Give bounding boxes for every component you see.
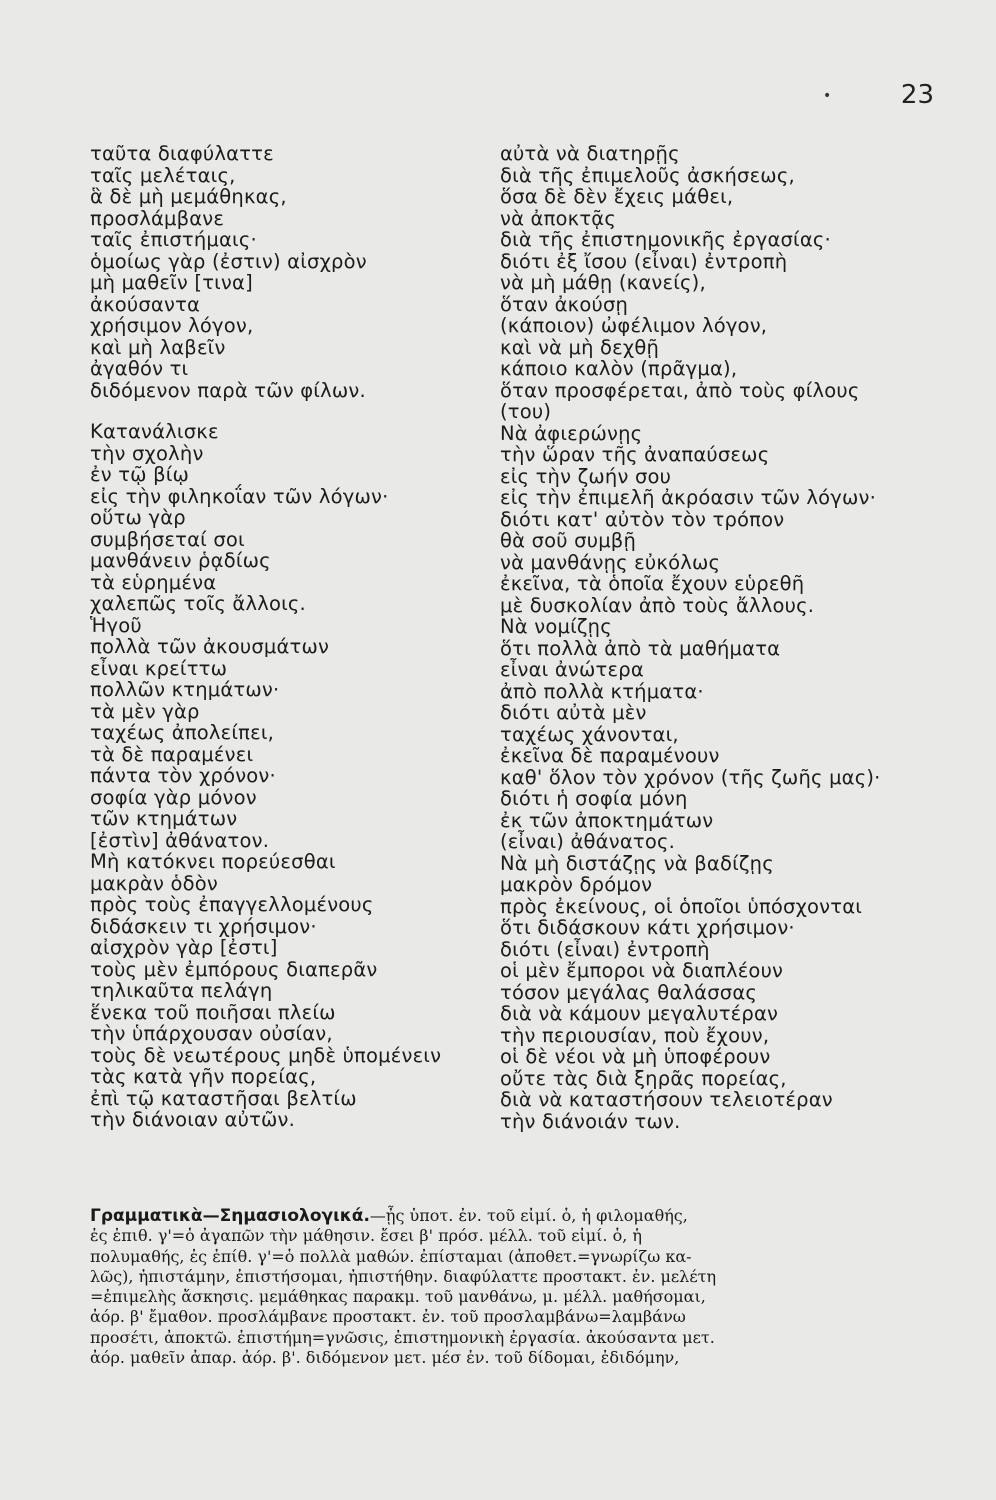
translation-line: ἐκεῖνα δὲ παραμένουν (500, 744, 720, 767)
ancient-text-line: ταῖς ἐπιστήμαις· (90, 228, 257, 251)
ancient-text-line: Μὴ κατόκνει πορεύεσθαι (90, 850, 336, 873)
ancient-text-line: μακρὰν ὁδὸν (90, 871, 218, 895)
ancient-text-line: τοὺς δὲ νεωτέρους μηδὲ ὑπομένειν (90, 1043, 442, 1067)
translation-line: διὰ τῆς ἐπιμελοῦς ἀσκήσεως, (500, 163, 795, 187)
ancient-text-line: πρὸς τοὺς ἐπαγγελλομένους (90, 893, 374, 916)
ancient-text-line: πάντα τὸν χρόνον· (90, 764, 276, 787)
translation-line: ὅτι πολλὰ ἀπὸ τὰ μαθήματα (500, 636, 781, 660)
ancient-text-line: αἰσχρὸν γὰρ [ἐστι] (90, 936, 278, 959)
translation-line: οὔτε τὰς διὰ ξηρᾶς πορείας, (500, 1066, 787, 1090)
translation-line: νὰ μανθάνῃς εὐκόλως (500, 550, 721, 574)
translation-line: καὶ νὰ μὴ δεχθῇ (500, 335, 660, 359)
translation-line: αὐτὰ νὰ διατηρῇς (500, 142, 680, 165)
ancient-text-line: τῶν κτημάτων (90, 807, 238, 830)
ancient-text-line: ἐν τῷ βίῳ (90, 463, 190, 486)
ancient-text-line: ταῖς μελέταις, (90, 163, 236, 187)
translation-line: πρὸς ἐκείνους, οἱ ὁποῖοι ὑπόσχονται (500, 894, 863, 918)
translation-line: διότι ἡ σοφία μόνη (500, 787, 688, 810)
translation-line: ἐκ τῶν ἀποκτημάτων (500, 808, 714, 832)
translation-line: ὅτι διδάσκουν κάτι χρήσιμον· (500, 916, 795, 939)
grammar-line: πολυμαθής, ἐς ἐπίθ. γ'=ὁ πολλὰ μαθών. ἐπίσταμαι (ἀποθετ.=γνωρίζω κα- (90, 1246, 692, 1266)
grammar-line: ἀόρ. μαθεῖν ἀπαρ. ἀόρ. β'. διδόμενον μετ. μέσ ἐν. τοῦ δίδομαι, ἐδιδόμην, (90, 1348, 680, 1368)
ancient-text-line: [ἐστὶν] ἀθάνατον. (90, 828, 270, 852)
translation-line: διότι ἐξ ἴσου (εἶναι) ἐντροπὴ (500, 249, 788, 273)
translation-line: μακρὸν δρόμον (500, 873, 653, 896)
translation-line: διὰ τῆς ἐπιστημονικῆς ἐργασίας· (500, 228, 831, 251)
ancient-text-line: πολλῶν κτημάτων· (90, 678, 280, 701)
print-mark: • (823, 88, 832, 104)
grammar-notes (90, 1206, 925, 1368)
ancient-text-line: μὴ μαθεῖν [τινα] (90, 271, 253, 294)
ancient-text-line: τὰ δὲ παραμένει (90, 742, 254, 766)
translation-line: διότι αὐτὰ μὲν (500, 701, 647, 724)
translation-line: ὅταν προσφέρεται, ἀπὸ τοὺς φίλους (500, 378, 860, 402)
ancient-text-line: πολλὰ τῶν ἀκουσμάτων (90, 635, 330, 658)
ancient-text-line (90, 401, 490, 421)
ancient-text-line: ἐπὶ τῷ καταστῆσαι βελτίω (90, 1086, 357, 1110)
ancient-text-line: τοὺς μὲν ἐμπόρους διαπερᾶν (90, 957, 378, 981)
ancient-text-line: ἀγαθόν τι (90, 357, 189, 380)
ancient-text-line: εἰς τὴν φιληκοΐαν τῶν λόγων· (90, 484, 389, 508)
grammar-first-line (90, 1206, 925, 1226)
ancient-text-line: ταῦτα διαφύλαττε (90, 142, 274, 165)
modern-greek-column (500, 143, 960, 1132)
ancient-text-line: διδόμενον παρὰ τῶν φίλων. (90, 378, 366, 402)
translation-line: μὲ δυσκολίαν ἀπὸ τοὺς ἄλλους. (500, 593, 815, 617)
translation-line: ταχέως χάνονται, (500, 722, 679, 746)
translation-line: ἀπὸ πολλὰ κτήματα· (500, 679, 704, 703)
ancient-text-line: ταχέως ἀπολείπει, (90, 721, 275, 744)
translation-line: κάποιο καλὸν (πρᾶγμα), (500, 357, 738, 380)
translation-line: εἶναι ἀνώτερα (500, 658, 644, 681)
grammar-line: =ἐπιμελὴς ἄσκησις. μεμάθηκας παρακμ. τοῦ μανθάνω, μ. μέλλ. μαθήσομαι, (90, 1287, 706, 1307)
ancient-text-line: τὰ μὲν γὰρ (90, 699, 200, 723)
translation-line: διότι κατ' αὐτὸν τὸν τρόπον (500, 507, 785, 531)
ancient-text-line: χρήσιμον λόγον, (90, 314, 254, 337)
ancient-text-line: ἕνεκα τοῦ ποιῆσαι πλείω (90, 1000, 336, 1024)
ancient-text-line: Κατανάλισκε (90, 420, 219, 443)
ancient-text-line: συμβήσεταί σοι (90, 527, 245, 551)
ancient-text-line: χαλεπῶς τοῖς ἄλλοις. (90, 592, 306, 615)
ancient-text-line: μανθάνειν ῥᾳδίως (90, 549, 271, 572)
ancient-text-line: τὴν ὑπάρχουσαν οὐσίαν, (90, 1022, 333, 1045)
ancient-text-line: εἶναι κρείττω (90, 656, 228, 680)
translation-line: νὰ μὴ μάθῃ (κανείς), (500, 271, 706, 294)
translation-line: τὴν περιουσίαν, ποὺ ἔχουν, (500, 1023, 770, 1047)
ancient-text-line: σοφία γὰρ μόνον (90, 785, 257, 809)
ancient-text-line: τὴν διάνοιαν αὐτῶν. (90, 1108, 296, 1131)
ancient-greek-column (90, 143, 490, 1131)
translation-line: εἰς τὴν ἐπιμελῆ ἀκρόασιν τῶν λόγων· (500, 486, 877, 509)
translation-line: θὰ σοῦ συμβῇ (500, 529, 637, 552)
translation-line: (εἶναι) ἀθάνατος. (500, 830, 675, 853)
grammar-line: ἀόρ. β' ἔμαθον. προσλάμβανε προστακτ. ἐν. τοῦ προσλαμβάνω=λαμβάνω (90, 1307, 686, 1327)
page-number: 23 (900, 80, 934, 110)
translation-line: τὴν ὥραν τῆς ἀναπαύσεως (500, 443, 770, 466)
translation-line: τὴν διάνοιάν των. (500, 1109, 681, 1133)
translation-line: διότι (εἶναι) ἐντροπὴ (500, 937, 710, 961)
translation-line: ὅταν ἀκούσῃ (500, 292, 629, 316)
grammar-line: λῶς), ἠπιστάμην, ἐπιστήσομαι, ἠπιστήθην. διαφύλαττε προστακτ. ἐν. μελέτη (90, 1266, 717, 1286)
grammar-line: ἐς ἐπιθ. γ'=ὁ ἀγαπῶν τὴν μάθησιν. ἔσει β' πρόσ. μέλλ. τοῦ εἰμί. ὁ, ἡ (90, 1226, 642, 1246)
ancient-text-line: ἀκούσαντα (90, 292, 201, 316)
translation-line: οἱ μὲν ἔμποροι νὰ διαπλέουν (500, 959, 784, 982)
grammar-line: —ᾖς ὑποτ. ἐν. τοῦ εἰμί. ὁ, ἡ φιλομαθής, (369, 1206, 688, 1225)
translation-line: Νὰ νομίζῃς (500, 615, 612, 638)
translation-line: οἱ δὲ νέοι νὰ μὴ ὑποφέρουν (500, 1045, 771, 1068)
translation-line: ὅσα δὲ δὲν ἔχεις μάθει, (500, 185, 734, 208)
grammar-line: προσέτι, ἀποκτῶ. ἐπιστήμη=γνῶσις, ἐπιστημονικὴ ἐργασία. ἀκούσαντα μετ. (90, 1327, 715, 1347)
ancient-text-line: διδάσκειν τι χρήσιμον· (90, 914, 317, 938)
ancient-text-line: καὶ μὴ λαβεῖν (90, 335, 226, 359)
translation-line: διὰ νὰ κάμουν μεγαλυτέραν (500, 1002, 779, 1025)
translation-line: τόσον μεγάλας θαλάσσας (500, 980, 758, 1004)
ancient-text-line: τὰς κατὰ γῆν πορείας, (90, 1065, 317, 1088)
translation-line: (του) (500, 400, 552, 423)
ancient-text-line: τηλικαῦτα πελάγη (90, 979, 273, 1002)
translation-line: καθ' ὅλον τὸν χρόνον (τῆς ζωῆς μας)· (500, 765, 881, 789)
ancient-text-line: τὴν σχολὴν (90, 441, 204, 465)
translation-line: εἰς τὴν ζωήν σου (500, 464, 672, 488)
translation-line: νὰ ἀποκτᾷς (500, 206, 617, 230)
grammar-title: Γραμματικὰ—Σημασιολογικά. (90, 1206, 370, 1226)
translation-line: Νὰ ἀφιερώνῃς (500, 421, 643, 445)
translation-line: ἐκεῖνα, τὰ ὁποῖα ἔχουν εὑρεθῆ (500, 572, 805, 595)
translation-line: (κάποιον) ὠφέλιμον λόγον, (500, 314, 768, 337)
ancient-text-line: ὁμοίως γὰρ (ἐστιν) αἰσχρὸν (90, 249, 367, 273)
translation-line: διὰ νὰ καταστήσουν τελειοτέραν (500, 1088, 833, 1111)
ancient-text-line: Ἡγοῦ (90, 613, 142, 637)
ancient-text-line: τὰ εὑρημένα (90, 570, 217, 594)
translation-line: Νὰ μὴ διστάζῃς νὰ βαδίζῃς (500, 851, 774, 875)
ancient-text-line: προσλάμβανε (90, 206, 225, 230)
ancient-text-line: οὕτω γὰρ (90, 506, 186, 529)
ancient-text-line: ἃ δὲ μὴ μεμάθηκας, (90, 185, 287, 208)
